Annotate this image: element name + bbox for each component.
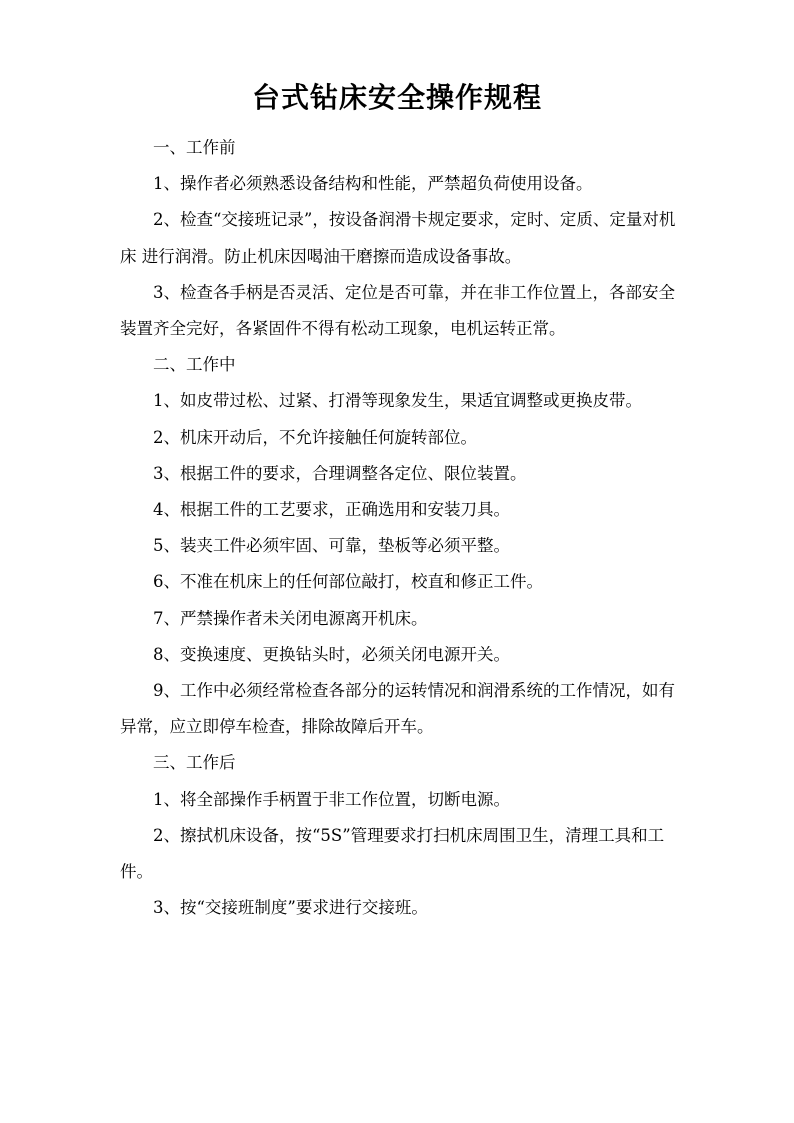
rule-paragraph: 2、机床开动后，不允许接触任何旋转部位。 bbox=[153, 427, 477, 447]
section-heading-before-work: 一、工作前 bbox=[153, 138, 236, 157]
document-title: 台式钻床安全操作规程 bbox=[251, 81, 542, 114]
rule-paragraph: 9、工作中必须经常检查各部分的运转情况和润滑系统的工作情况，如有异常，应立即停车检查，排除故障后开车。 bbox=[120, 681, 675, 737]
rule-paragraph: 2、擦拭机床设备，按“5S”管理要求打扫机床周围卫生，清理工具和工件。 bbox=[120, 825, 665, 882]
rule-paragraph: 5、装夹工件必须牢固、可靠，垫板等必须平整。 bbox=[153, 536, 510, 556]
rule-paragraph: 1、如皮带过松、过紧、打滑等现象发生，果适宜调整或更换皮带。 bbox=[153, 391, 642, 411]
rule-paragraph: 3、检查各手柄是否灵活、定位是否可靠，并在非工作位置上，各部安全装置齐全完好，各紧固件不得有松动工现象，电机运转正常。 bbox=[120, 282, 675, 339]
rule-paragraph: 8、变换速度、更换钻头时，必须关闭电源开关。 bbox=[153, 644, 510, 664]
rule-paragraph: 7、严禁操作者未关闭电源离开机床。 bbox=[153, 608, 428, 628]
document-body bbox=[120, 130, 680, 926]
section-heading-after-work: 三、工作后 bbox=[153, 753, 236, 773]
rule-paragraph: 1、操作者必须熟悉设备结构和性能，严禁超负荷使用设备。 bbox=[153, 174, 593, 194]
rule-paragraph: 6、不准在机床上的任何部位敲打，校直和修正工件。 bbox=[153, 572, 543, 592]
section-heading-during-work: 二、工作中 bbox=[153, 355, 236, 375]
rule-paragraph: 3、按“交接班制度”要求进行交接班。 bbox=[153, 898, 428, 918]
rule-paragraph: 3、根据工件的要求，合理调整各定位、限位装置。 bbox=[153, 463, 527, 483]
rule-paragraph: 2、检查“交接班记录”，按设备润滑卡规定要求，定时、定质、定量对机床 进行润滑。防止机床因喝油干磨擦而造成设备事故。 bbox=[120, 210, 676, 266]
rule-paragraph: 4、根据工件的工艺要求，正确选用和安装刀具。 bbox=[153, 500, 510, 520]
rule-paragraph: 1、将全部操作手柄置于非工作位置，切断电源。 bbox=[153, 789, 510, 809]
